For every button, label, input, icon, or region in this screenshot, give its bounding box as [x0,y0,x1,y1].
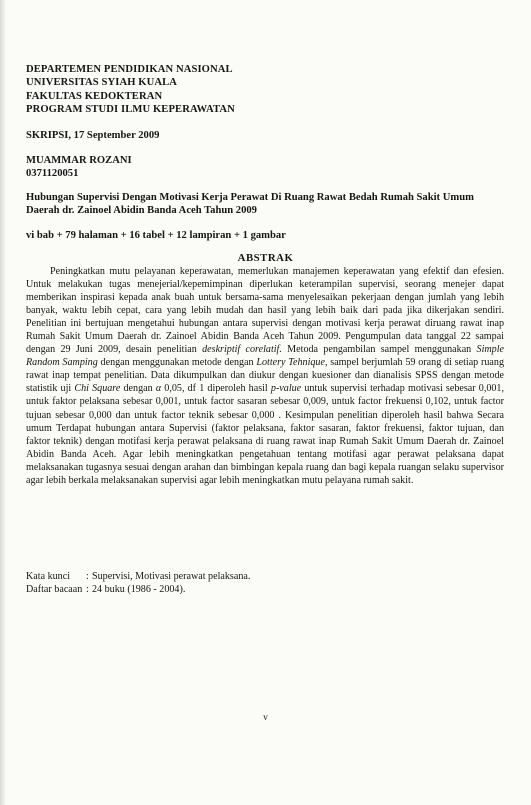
abstract-heading: ABSTRAK [237,252,294,264]
header-line-university: UNIVERSITAS SYIAH KUALA [26,77,178,89]
scan-shadow-edge [0,0,6,805]
author-name: MUAMMAR ROZANI [26,155,132,166]
page-number: v [263,712,268,722]
references-value: 24 buku (1986 - 2004). [92,584,186,596]
abstract-alpha-symbol: α [155,383,162,395]
abstract-text-3: dengan menggunakan metode dengan [97,357,257,369]
author-block [26,154,132,181]
thesis-title: Hubungan Supervisi Dengan Motivasi Kerja Perawat Di Ruang Rawat Bedah Rumah Sakit Umum Daerah dr. Zainoel Abidin Banda Aceh Tahun 2009 [26,192,474,217]
institution-header [26,63,235,117]
header-line-ministry: DEPARTEMEN PENDIDIKAN NASIONAL [26,64,233,75]
abstract-text-2: Metoda pengambilan sampel menggunakan [281,344,477,356]
abstract-italic-sampling: Simple Random Samping [26,344,505,369]
abstract-text-7: untuk supervisi terhadap motivasi sebesar 0,001, untuk faktor pelaksana sebesar 0,001, untuk factor sasaran sebesar 0,009, untuk factor frekuensi 0,102, untuk factor tujuan sebesar 0,000 dan untuk factor teknik sebesar 0,000 . Kesimpulan penelitian diperoleh hasil bahwa Secara umum Terdapat hubungan antara Supervisi (faktor pelaksana, faktor sasaran, faktor frekuensi, faktor tujuan, dan faktor teknik) dengan motifasi kerja perawat pelaksana di ruang rawat inap Rumah Sakit Umum Daerah dr. Zainoel Abidin Banda Aceh. Agar lebih meningkatkan pengetahuan tentang motifasi agar perawat pelaksana dapat melaksanakan tugasnya sesuai dengan arahan dan bimbingan kepala ruang dan bagi kepala ruangan selaku supervisor agar lebih berkala melaksanakan supervisi agar lebih meningkatkan mutu pelayana rumah sakit. [26,383,505,486]
abstract-body [26,265,504,487]
abstract-italic-technique: Lottery Tehnique, [256,357,328,369]
abstract-text-4: sampel berjumlah 59 orang di setiap ruang rawat inap tempat penelitian. Data dikumpulkan dan diukur dengan kuesioner dan dianalisis SPSS dengan metode statistik uji [26,357,504,395]
header-line-faculty: FAKULTAS KEDOKTERAN [26,90,163,102]
references-row [26,583,250,596]
keywords-separator: : [86,571,89,582]
abstract-text-1: Peningkatkan mutu pelayanan keperawatan, memerlukan manajemen keperawatan yang efektif dan efesien. Untuk melakukan tugas menejerial/kepemimpinan diperlukan keterampilan supervisi, seorang menejer dapat memberikan inspirasi kepada anak buah untuk bersama-sama menyelesaikan pekerjaan dengan jumlah yang lebih banyak, waktu lebih cepat, cara yang lebih mudah dan hasil yang lebih baik dari pada jika dikerjakan sendiri. Penelitian ini bertujuan mengetahui hubungan antara supervisi dengan motivasi kerja perawat diruang rawat inap Rumah Sakit Umum Daerah dr. Zainoel Abidin Banda Aceh Tahun 2009. Pengumpulan data tanggal 22 sampai dengan 29 Juni 2009, desain penelitian [26,266,504,356]
page-count-summary: vi bab + 79 halaman + 16 tabel + 12 lampiran + 1 gambar [26,230,286,241]
abstract-text-5: dengan [120,383,156,395]
abstract-paragraph [26,265,504,487]
keywords-value: Supervisi, Motivasi perawat pelaksana. [92,571,251,582]
keywords-label: Kata kunci [26,571,71,582]
abstract-italic-design: deskriptif corelatif. [202,344,282,356]
author-id: 0371120051 [26,168,79,180]
abstract-italic-test: Chi Square [74,383,121,395]
references-separator: : [86,584,89,596]
references-label: Daftar bacaan [26,584,83,596]
keywords-row [26,570,250,583]
skripsi-date: SKRIPSI, 17 September 2009 [26,130,160,141]
header-line-program: PROGRAM STUDI ILMU KEPERAWATAN [26,104,235,116]
abstract-italic-pvalue: p-value [270,383,302,395]
abstract-text-6: 0,05, df 1 diperoleh hasil [161,383,271,395]
keywords-block [26,570,250,596]
